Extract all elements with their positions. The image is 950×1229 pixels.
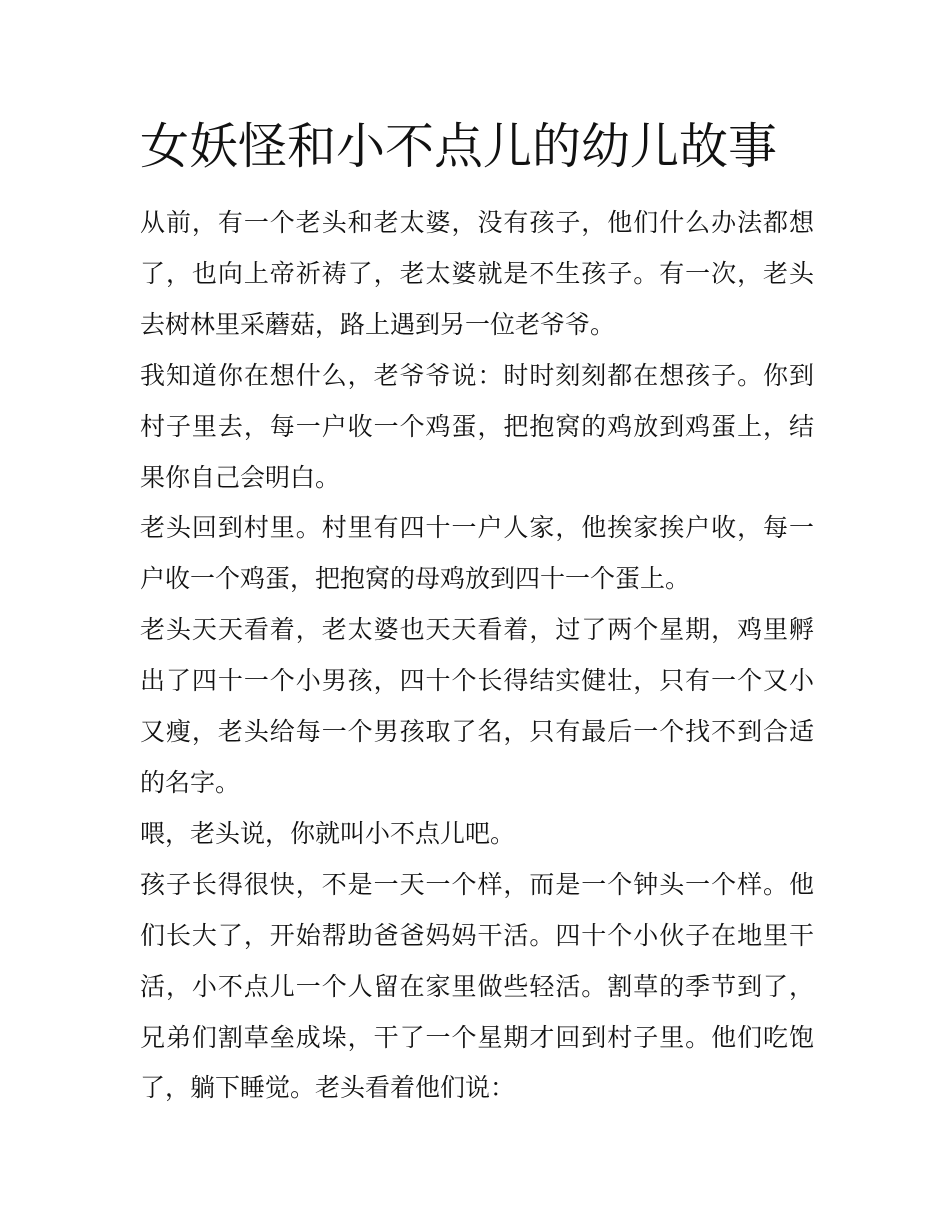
paragraph-4: 老头天天看着，老太婆也天天看着，过了两个星期，鸡里孵出了四十一个小男孩，四十个长得结实健壮，只有一个又小又瘦，老头给每一个男孩取了名，只有最后一个找不到合适的名字。 bbox=[140, 615, 814, 797]
paragraph-1: 从前，有一个老头和老太婆，没有孩子，他们什么办法都想了，也向上帝祈祷了，老太婆就是不生孩子。有一次，老头去树林里采蘑菇，路上遇到另一位老爷爷。 bbox=[140, 208, 814, 339]
paragraph-6: 孩子长得很快，不是一天一个样，而是一个钟头一个样。他们长大了，开始帮助爸爸妈妈干活。四十个小伙子在地里干活，小不点儿一个人留在家里做些轻活。割草的季节到了，兄弟们割草垒成垛，干了一个星期才回到村子里。他们吃饱了，躺下睡觉。老头看着他们说： bbox=[140, 869, 814, 1103]
paragraph-3: 老头回到村里。村里有四十一户人家，他挨家挨户收，每一户收一个鸡蛋，把抱窝的母鸡放到四十一个蛋上。 bbox=[140, 513, 814, 594]
paragraph-2: 我知道你在想什么，老爷爷说：时时刻刻都在想孩子。你到村子里去，每一户收一个鸡蛋，把抱窝的鸡放到鸡蛋上，结果你自己会明白。 bbox=[140, 360, 814, 492]
document-title: 女妖怪和小不点儿的幼儿故事 bbox=[140, 118, 778, 175]
paragraph-5: 喂，老头说，你就叫小不点儿吧。 bbox=[140, 818, 516, 848]
document-body bbox=[140, 198, 814, 1114]
